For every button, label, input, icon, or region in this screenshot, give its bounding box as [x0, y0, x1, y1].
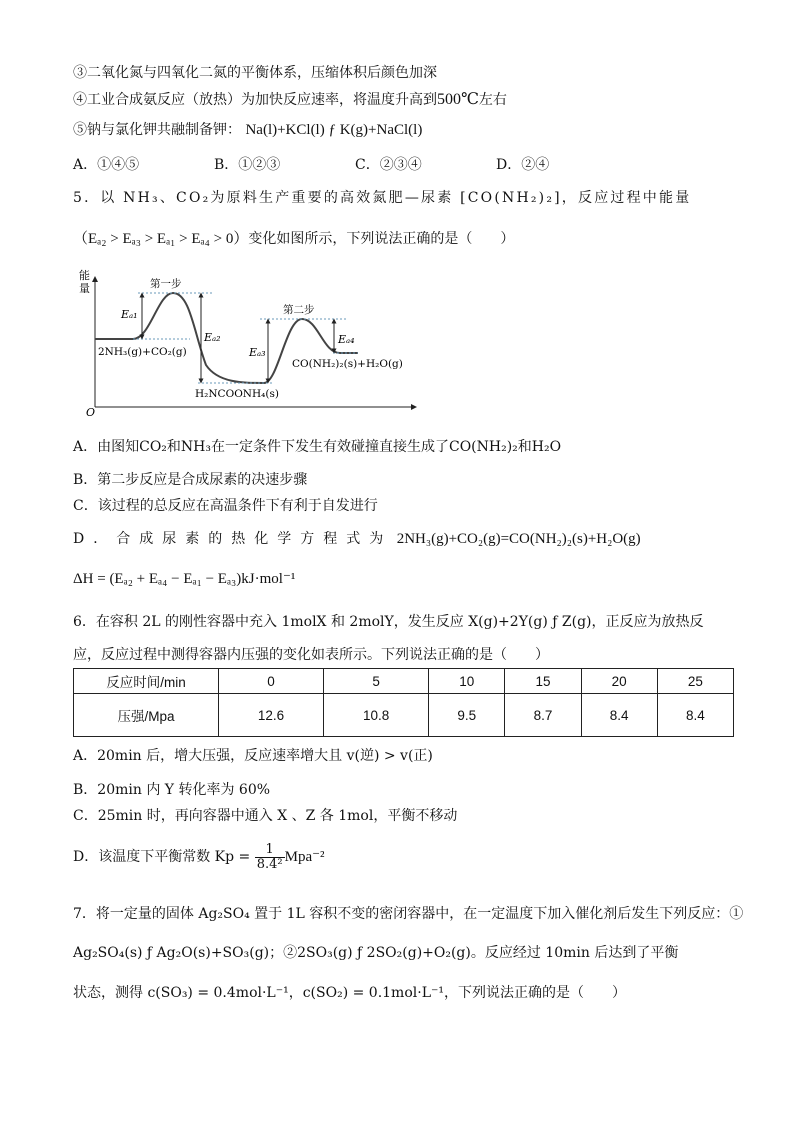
table-header-cell: 5 — [324, 669, 429, 694]
q5-option-b[interactable]: B．第二步反应是合成尿素的决速步骤 — [73, 472, 308, 488]
q4-option-a[interactable]: A．①④⑤ — [73, 157, 140, 173]
intermediate-label: H₂NCOONH₄(s) — [195, 388, 279, 400]
q5-stem-text: 变化如图所示，下列说法正确的是（ ） — [248, 231, 515, 247]
step2-label: 第二步 — [283, 304, 315, 316]
table-header-cell: 15 — [505, 669, 581, 694]
q6-option-d[interactable] — [73, 840, 325, 874]
q5-stem-line2 — [73, 229, 514, 249]
q4-option-d[interactable]: D．②④ — [496, 157, 550, 173]
q6-option-a[interactable]: A．20min 后，增大压强，反应速率增大且 v(逆) > v(正) — [73, 748, 433, 764]
ea1-label: Eₐ₁ — [121, 308, 138, 321]
q5-option-a[interactable]: A．由图知CO₂和NH₃在一定条件下发生有效碰撞直接生成了CO(NH₂)₂和H₂O — [73, 439, 562, 455]
q4-item4-text: ④工业合成氨反应（放热）为加快反应速率，将温度升高到 — [73, 92, 437, 108]
table-cell: 8.7 — [505, 694, 581, 737]
q5-stem-line1: 5．以 NH₃、CO₂为原料生产重要的高效氮肥—尿素 [CO(NH₂)₂]，反应过程中能量 — [73, 190, 692, 206]
diagram-ylabel-2: 量 — [79, 282, 90, 295]
q4-item5 — [73, 120, 422, 140]
table-row-label: 压强/Mpa — [74, 694, 219, 737]
table-header-cell: 25 — [657, 669, 733, 694]
q5-option-d-dh: ΔH = (Eₐ₂ + Eₐ₄ − Eₐ₁ − Eₐ₃)kJ·mol⁻¹ — [73, 571, 296, 587]
kp-numerator: 1 — [255, 843, 285, 858]
table-cell: 8.4 — [657, 694, 733, 737]
q5-option-d-equation: 2NH₃(g)+CO₂(g)=CO(NH₂)₂(s)+H₂O(g) — [396, 531, 641, 547]
q4-option-c[interactable]: C．②③④ — [355, 157, 422, 173]
energy-diagram — [78, 265, 418, 420]
table-cell: 12.6 — [219, 694, 324, 737]
diagram-ylabel-1: 能 — [79, 269, 90, 282]
q4-item5-text: ⑤钠与氯化钾共融制备钾： — [73, 122, 241, 138]
products-label: CO(NH₂)₂(s)+H₂O(g) — [292, 358, 403, 370]
kp-fraction — [255, 843, 285, 872]
ea2-label: Eₐ₂ — [204, 331, 221, 344]
table-header-cell: 0 — [219, 669, 324, 694]
q4-item4 — [73, 90, 507, 110]
table-cell: 10.8 — [324, 694, 429, 737]
q4-option-b[interactable]: B．①②③ — [214, 157, 281, 173]
q4-item3: ③二氧化氮与四氧化二氮的平衡体系，压缩体积后颜色加深 — [73, 65, 437, 81]
table-header-label: 反应时间/min — [74, 669, 219, 694]
q6-stem-line2: 应，反应过程中测得容器内压强的变化如表所示。下列说法正确的是（ ） — [73, 647, 549, 663]
step1-label: 第一步 — [150, 278, 182, 290]
ea4-label: Eₐ₄ — [338, 333, 355, 346]
q4-options — [73, 155, 549, 175]
table-header-cell: 10 — [429, 669, 505, 694]
ea3-label: Eₐ₃ — [249, 346, 266, 359]
q6-option-c[interactable]: C．25min 时，再向容器中通入 X 、Z 各 1mol，平衡不移动 — [73, 808, 458, 824]
q6-stem-line1: 6．在容积 2L 的刚性容器中充入 1molX 和 2molY，发生反应 X(g)+2Y(g) ƒ Z(g)，正反应为放热反 — [73, 614, 704, 630]
table-cell: 8.4 — [581, 694, 657, 737]
table-cell: 9.5 — [429, 694, 505, 737]
q4-item4-tail: 左右 — [478, 92, 507, 108]
kp-unit: Mpa⁻² — [284, 849, 325, 865]
kp-denominator: 8.4² — [256, 856, 283, 872]
q7-line1: 7．将一定量的固体 Ag₂SO₄ 置于 1L 容积不变的密闭容器中，在一定温度下加入催化剂后发生下列反应：① — [73, 906, 744, 922]
reactants-label: 2NH₃(g)+CO₂(g) — [98, 346, 187, 358]
q5-option-d-text: D．合成尿素的热化学方程式为 — [73, 531, 393, 547]
q4-item5-eq: Na(l)+KCl(l) ƒ K(g)+NaCl(l) — [245, 122, 423, 138]
table-row — [74, 694, 734, 737]
q5-option-d[interactable] — [73, 529, 641, 549]
q6-option-b[interactable]: B．20min 内 Y 转化率为 60% — [73, 782, 271, 798]
q5-stem-condition: （Eₐ₂ > Eₐ₃ > Eₐ₁ > Eₐ₄ > 0） — [73, 231, 249, 247]
q5-option-c[interactable]: C．该过程的总反应在高温条件下有利于自发进行 — [73, 498, 378, 514]
q7-line3: 状态，测得 c(SO₃) = 0.4mol·L⁻¹，c(SO₂) = 0.1mol·L⁻¹，下列说法正确的是（ ） — [73, 985, 626, 1001]
q6-option-d-text: D．该温度下平衡常数 Kp = — [73, 849, 251, 865]
table-header-cell: 20 — [581, 669, 657, 694]
pressure-table — [73, 668, 734, 737]
table-header-row — [74, 669, 734, 694]
diagram-origin: O — [86, 406, 96, 419]
q4-item4-temp: 500℃ — [437, 91, 479, 108]
q7-line2: Ag₂SO₄(s) ƒ Ag₂O(s)+SO₃(g)；②2SO₃(g) ƒ 2SO₂(g)+O₂(g)。反应经过 10min 后达到了平衡 — [73, 945, 679, 961]
